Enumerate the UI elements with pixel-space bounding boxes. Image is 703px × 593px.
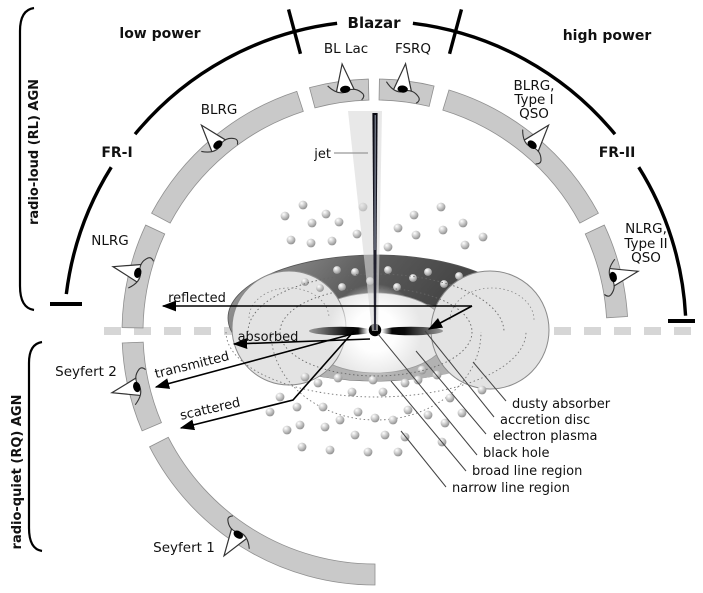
- absorbed-label: absorbed: [237, 330, 299, 345]
- cloud-dot: [301, 278, 309, 286]
- cloud-dot: [287, 236, 296, 245]
- cloud-dot: [384, 243, 393, 252]
- high-power-label: high power: [562, 28, 652, 44]
- cloud-dot: [410, 211, 419, 220]
- cloud-dot: [308, 219, 317, 228]
- cloud-dot: [424, 268, 432, 276]
- cloud-dot: [299, 201, 308, 210]
- cloud-dot: [461, 241, 470, 250]
- fr-ii-label: FR-II: [598, 145, 636, 161]
- cloud-dot: [276, 393, 285, 402]
- seyfert-2-label: Seyfert 2: [55, 364, 117, 380]
- cloud-dot: [319, 403, 328, 412]
- cloud-dot: [381, 431, 390, 440]
- low-power-label: low power: [119, 26, 201, 42]
- cloud-dot: [424, 411, 433, 420]
- nlrg-qso-label-line2: Type II: [624, 236, 668, 252]
- cloud-dot: [439, 226, 448, 235]
- reflected-label: reflected: [168, 291, 226, 306]
- cloud-dot: [371, 414, 380, 423]
- cloud-dot: [328, 237, 337, 246]
- cloud-dot: [316, 284, 324, 292]
- ring-segment: [150, 437, 375, 585]
- cloud-dot: [412, 231, 421, 240]
- cloud-dot: [459, 219, 468, 228]
- cloud-dot: [336, 416, 345, 425]
- transmitted-label: transmitted: [153, 349, 231, 383]
- radio-quiet-label: radio-quiet (RQ) AGN: [10, 394, 25, 550]
- cloud-dot: [479, 233, 488, 242]
- nlrg-qso-label-line3: QSO: [631, 250, 661, 266]
- cloud-dot: [353, 230, 362, 239]
- cloud-dot: [321, 423, 330, 432]
- cloud-dot: [348, 388, 357, 397]
- nlrg-qso-label-line1: NLRG,: [625, 221, 667, 237]
- cloud-dot: [293, 403, 302, 412]
- cloud-dot: [455, 272, 463, 280]
- cloud-dot: [394, 448, 403, 457]
- narrow-line-region-clouds-upper: [281, 201, 488, 252]
- cloud-dot: [384, 266, 392, 274]
- radio-loud-label: radio-loud (RL) AGN: [27, 78, 42, 226]
- cloud-dot: [364, 448, 373, 457]
- cloud-dot: [409, 274, 417, 282]
- cloud-dot: [351, 431, 360, 440]
- blrg-qso-label-line1: BLRG,: [513, 78, 555, 94]
- cloud-dot: [283, 426, 292, 435]
- seyfert-1-label: Seyfert 1: [153, 540, 215, 556]
- bl-lac-label: BL Lac: [323, 41, 369, 57]
- cloud-dot: [437, 203, 446, 212]
- cloud-dot: [298, 443, 307, 452]
- cloud-dot: [281, 212, 290, 221]
- black-hole-label: black hole: [483, 446, 550, 461]
- fsrq-label: FSRQ: [394, 41, 432, 57]
- blrg-label: BLRG: [200, 102, 238, 118]
- cloud-dot: [404, 406, 413, 415]
- blazar-label: Blazar: [347, 14, 401, 32]
- accretion-disc-label: accretion disc: [500, 413, 591, 428]
- cloud-dot: [334, 374, 343, 383]
- cloud-dot: [301, 373, 310, 382]
- cloud-dot: [401, 379, 410, 388]
- jet-label: jet: [314, 147, 331, 162]
- cloud-dot: [369, 376, 378, 385]
- blrg-qso-label-line2: Type I: [514, 92, 554, 108]
- cloud-dot: [338, 283, 346, 291]
- cloud-dot: [379, 388, 388, 397]
- cloud-dot: [354, 408, 363, 417]
- blrg-qso-label-line3: QSO: [519, 106, 549, 122]
- radio-quiet-bracket: [29, 342, 42, 551]
- cloud-dot: [307, 239, 316, 248]
- cloud-dot: [296, 421, 305, 430]
- narrow-line-region-label: narrow line region: [452, 481, 570, 496]
- broad-line-region-label: broad line region: [472, 464, 583, 479]
- cloud-dot: [335, 218, 344, 227]
- dusty-absorber-label: dusty absorber: [512, 397, 611, 412]
- cloud-dot: [333, 266, 341, 274]
- cloud-dot: [322, 210, 331, 219]
- cloud-dot: [478, 386, 487, 395]
- cloud-dot: [418, 366, 427, 375]
- cloud-dot: [314, 379, 323, 388]
- electron-plasma-label: electron plasma: [493, 429, 598, 444]
- torus-lobe-right: [431, 271, 549, 389]
- cloud-dot: [394, 224, 403, 233]
- power-arc-segment: [66, 167, 111, 294]
- cloud-dot: [389, 416, 398, 425]
- fr-i-label: FR-I: [101, 145, 133, 161]
- cloud-dot: [266, 408, 275, 417]
- scattered-label: scattered: [178, 395, 242, 424]
- nlrg-label: NLRG: [91, 233, 129, 249]
- cloud-dot: [326, 446, 335, 455]
